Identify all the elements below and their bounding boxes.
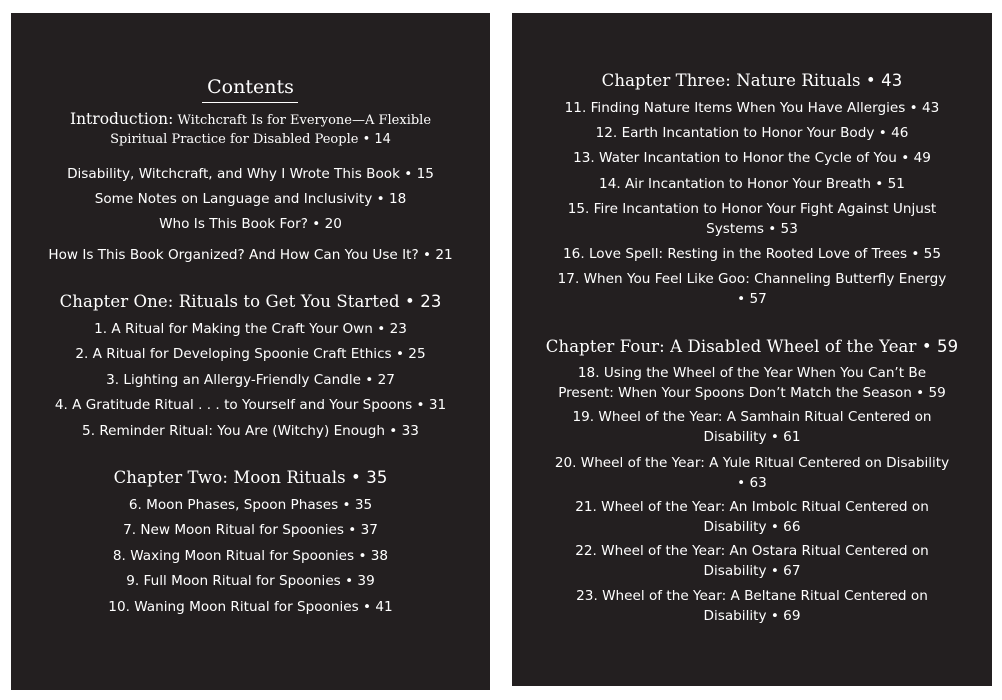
- toc-entry: 6. Moon Phases, Spoon Phases • 35: [128, 497, 373, 513]
- toc-entry: 3. Lighting an Allergy-Friendly Candle • 27: [106, 372, 395, 388]
- chapter-two-heading: Chapter Two: Moon Rituals • 35: [113, 468, 388, 487]
- toc-entry: Some Notes on Language and Inclusivity • 18: [94, 191, 407, 207]
- toc-entry: 8. Waxing Moon Ritual for Spoonies • 38: [112, 548, 389, 564]
- toc-entry: Disability, Witchcraft, and Why I Wrote This Book • 15: [67, 166, 434, 182]
- chapter-four-heading: Chapter Four: A Disabled Wheel of the Year • 59: [545, 337, 959, 356]
- chapter-four-title: Chapter Four: A Disabled Wheel of the Year: [545, 337, 917, 356]
- toc-entry: Who Is This Book For? • 20: [159, 216, 342, 232]
- toc-entry: 2. A Ritual for Developing Spoonie Craft Ethics • 25: [75, 346, 426, 362]
- right-page: [512, 13, 992, 686]
- chapter-one-title: Chapter One: Rituals to Get You Started: [59, 292, 400, 311]
- toc-entry: 15. Fire Incantation to Honor Your Fight Against Unjust Systems • 53: [567, 201, 937, 237]
- toc-entry: 7. New Moon Ritual for Spoonies • 37: [123, 522, 378, 538]
- toc-entry: 14. Air Incantation to Honor Your Breath • 51: [599, 176, 905, 192]
- introduction-page: 14: [374, 132, 391, 147]
- chapter-three-page: 43: [881, 71, 903, 90]
- chapter-one-page: 23: [420, 292, 442, 311]
- toc-entry: 20. Wheel of the Year: A Yule Ritual Centered on Disability • 63: [554, 455, 950, 491]
- toc-entry: 16. Love Spell: Resting in the Rooted Love of Trees • 55: [563, 246, 941, 262]
- toc-entry: 10. Waning Moon Ritual for Spoonies • 41: [108, 599, 393, 615]
- toc-entry: 5. Reminder Ritual: You Are (Witchy) Enough • 33: [82, 423, 419, 439]
- chapter-two-page: 35: [366, 468, 388, 487]
- toc-entry: 12. Earth Incantation to Honor Your Body • 46: [595, 125, 909, 141]
- toc-entry: 1. A Ritual for Making the Craft Your Own • 23: [94, 321, 407, 337]
- toc-entry: 9. Full Moon Ritual for Spoonies • 39: [126, 573, 375, 589]
- left-page: [11, 13, 490, 690]
- chapter-four-page: 59: [937, 337, 959, 356]
- chapter-one-heading: Chapter One: Rituals to Get You Started • 23: [59, 292, 442, 311]
- introduction-lead: Introduction:: [69, 110, 174, 128]
- chapter-two-title: Chapter Two: Moon Rituals: [113, 468, 346, 487]
- toc-entry: 23. Wheel of the Year: A Beltane Ritual Centered on Disability • 69: [576, 588, 928, 624]
- toc-entry: 21. Wheel of the Year: An Imbolc Ritual Centered on Disability • 66: [575, 499, 929, 535]
- introduction-title: Witchcraft Is for Everyone—A Flexible Spiritual Practice for Disabled People: [110, 113, 432, 147]
- toc-entry: 19. Wheel of the Year: A Samhain Ritual Centered on Disability • 61: [572, 409, 932, 445]
- chapter-three-heading: Chapter Three: Nature Rituals • 43: [601, 71, 903, 90]
- toc-entry: How Is This Book Organized? And How Can You Use It? • 21: [48, 247, 453, 263]
- toc-entry: 4. A Gratitude Ritual . . . to Yourself and Your Spoons • 31: [54, 397, 447, 413]
- toc-entry: 17. When You Feel Like Goo: Channeling Butterfly Energy • 57: [557, 271, 947, 307]
- toc-entry: 22. Wheel of the Year: An Ostara Ritual Centered on Disability • 67: [575, 543, 929, 579]
- toc-entry: 11. Finding Nature Items When You Have Allergies • 43: [564, 100, 940, 116]
- introduction-heading: Introduction: Witchcraft Is for Everyone—A Flexible Spiritual Practice for Disabled People • 14: [69, 110, 432, 147]
- contents-title: Contents: [207, 76, 294, 98]
- title-underline: [202, 102, 298, 103]
- toc-entry: 18. Using the Wheel of the Year When You Can’t Be Present: When Your Spoons Don’t Match the Season • 59: [558, 365, 946, 401]
- chapter-three-title: Chapter Three: Nature Rituals: [601, 71, 861, 90]
- toc-entry: 13. Water Incantation to Honor the Cycle of You • 49: [573, 150, 931, 166]
